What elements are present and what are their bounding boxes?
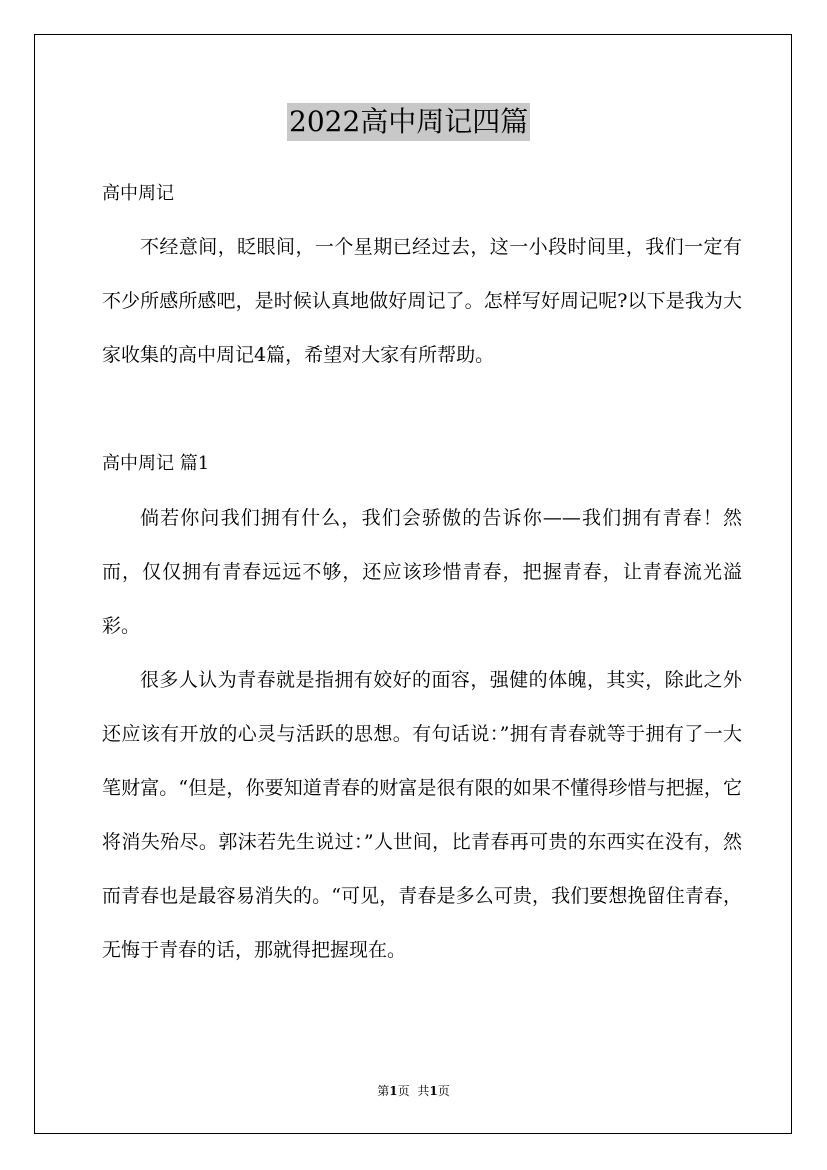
intro-heading: 高中周记: [102, 183, 174, 204]
footer-page-number: 1: [389, 1084, 398, 1098]
article1-heading: 高中周记 篇1: [102, 453, 210, 474]
footer-page-suffix: 页: [397, 1084, 410, 1098]
page-footer: [0, 1083, 827, 1099]
intro-paragraph: 不经意间，眨眼间，一个星期已经过去，这一小段时间里，我们一定有不少所感所感吧，是时候认真地做好周记了。怎样写好周记呢?以下是我为大家收集的高中周记4篇，希望对大家有所帮助。: [102, 236, 742, 366]
document-title: 2022高中周记四篇: [287, 103, 530, 141]
article1-paragraph-1: 倘若你问我们拥有什么，我们会骄傲的告诉你——我们拥有青春！然而，仅仅拥有青春远远不够，还应该珍惜青春，把握青春，让青春流光溢彩。: [102, 507, 742, 637]
footer-total-pages: 1: [429, 1084, 438, 1098]
footer-total-suffix: 页: [437, 1084, 450, 1098]
footer-total-prefix: 共: [417, 1084, 430, 1098]
footer-page-prefix: 第: [377, 1084, 390, 1098]
article1-paragraph-2: 很多人认为青春就是指拥有姣好的面容，强健的体魄，其实，除此之外还应该有开放的心灵与活跃的思想。有句话说：”拥有青春就等于拥有了一大笔财富。“但是，你要知道青春的财富是很有限的如果不懂得珍惜与把握，它将消失殆尽。郭沫若先生说过：”人世间，比青春再可贵的东西实在没有，然而青春也是最容易消失的。“可见，青春是多么可贵，我们要想挽留住青春，无悔于青春的话，那就得把握现在。: [102, 669, 742, 961]
